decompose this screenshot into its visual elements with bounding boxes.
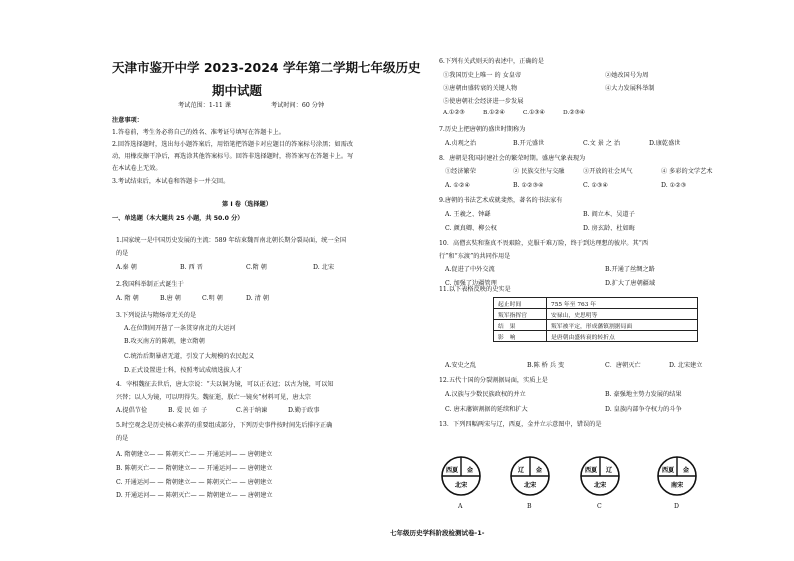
q6-statement-3: ③唐朝由盛转衰的关键人物 (443, 85, 518, 92)
q6-statement-1: ①我国历史上唯一 的 女皇帝 (443, 72, 522, 79)
question-1-stem: 1.国家统一是中国历史发展的主流：589 年结束魏晋南北朝长期分裂局面，统一全国 (116, 237, 347, 244)
table-key: 叛军指挥官 (494, 309, 547, 320)
note-line: 2.回答选择题时，选出每小题答案后，用铅笔把答题卡对应题目的答案标号涂黑；如需改 (112, 141, 354, 148)
table-value: 755 年至 763 年 (547, 298, 698, 309)
q3-option-d: D.正式设置进士科，按照考试成绩选拔人才 (124, 367, 243, 374)
question-11-stem: 11.以下表格反映的史实是 (439, 286, 511, 293)
question-12-stem: 12.五代十国的分裂割据局面，实质上是 (439, 377, 548, 384)
region-label: 金 (535, 467, 543, 474)
q3-option-c: C.统治后期暴虐无道，引发了大规模的农民起义 (124, 353, 255, 360)
q12-option-d: D. 皇族内部争夺权力的斗争 (605, 406, 682, 413)
table-key: 结 果 (494, 320, 547, 331)
question-13-stem: 13．下列四幅两宋与辽，西夏，金并立示意图中，错误的是 (439, 421, 602, 428)
exam-scope: 考试范围：1-11 课 (178, 102, 231, 109)
q13-label-c: C (597, 503, 602, 510)
q3-option-a: A.在位期间开凿了一条贯穿南北的大运河 (124, 325, 236, 332)
q4-option-c: C.善于纳谏 (236, 407, 268, 414)
q7-option-b: B.开元盛世 (513, 140, 545, 147)
q2-option-c: C.明 朝 (202, 295, 223, 302)
q8-option-a: A. ①②④ (445, 182, 471, 189)
q8-option-b: B. ①②③④ (513, 182, 544, 189)
q2-option-a: A. 隋 朝 (116, 295, 139, 302)
question-2-stem: 2.我国科举制正式诞生于 (116, 281, 184, 288)
q8-option-c: C. ①③④ (583, 182, 609, 189)
question-6-stem: 6.下列有关武则天的表述中，正确的是 (439, 58, 544, 65)
question-4-stem: 4．宰相魏征去世后，唐太宗说：“夫以铜为镜，可以正衣冠；以古为镜，可以知 (116, 381, 334, 388)
question-7-stem: 7.历史上把唐朝的盛世时期称为 (439, 126, 526, 133)
question-1-stem: 的是 (116, 250, 129, 257)
q13-label-a: A (458, 503, 463, 510)
question-4-stem: 兴替；以人为镜，可以明得失。魏征逝，朕亡一镜矣”材料可见，唐太宗 (116, 394, 311, 401)
q10-option-d: D.扩大了唐朝疆域 (605, 280, 656, 287)
question-5-stem: 的是 (116, 435, 129, 442)
q4-option-b: B. 爱 民 如 子 (168, 407, 208, 414)
q8-option-d: D. ①②③ (661, 182, 687, 189)
q8-statement-2: ② 民族交往与交融 (513, 168, 565, 175)
q9-option-c: C. 颜真卿、柳公权 (445, 225, 497, 232)
q6-statement-5: ⑤使唐朝社会经济进一步发展 (443, 98, 524, 105)
q13-diagram-c (579, 455, 621, 501)
q2-option-d: D. 清 朝 (246, 295, 270, 302)
q12-option-b: B. 豪强地主势力发展的结果 (605, 391, 682, 398)
section-heading: 一、单选题（本大题共 25 小题，共 50.0 分） (112, 215, 244, 222)
q1-option-c: C.隋 朝 (246, 264, 267, 271)
q9-option-d: D. 房玄龄、杜如晦 (583, 225, 635, 232)
q6-option-b: B.①②④ (483, 110, 505, 116)
q1-option-d: D. 北宋 (313, 264, 335, 271)
note-line: 3.考试结束后，本试卷和答题卡一并交回。 (112, 178, 230, 185)
q6-option-d: D.②③④ (563, 110, 585, 116)
part-title: 第 I 卷（选择题） (222, 201, 272, 208)
q6-option-a: A.①②③ (443, 110, 465, 116)
table-row (494, 298, 698, 309)
question-10-stem: 10．高僧玄奘和鉴真不畏艰险，克服千难万险，终于到达理想的彼岸。其“西 (439, 240, 649, 247)
exam-time: 考试时间：60 分钟 (271, 102, 325, 109)
q6-statement-4: ④大力发展科举制 (605, 85, 655, 92)
table-row (494, 320, 698, 331)
exam-title-line2: 期中试题 (212, 83, 263, 98)
q7-option-c: C.文 景 之 治 (583, 140, 621, 147)
q7-option-a: A.贞观之治 (445, 140, 477, 147)
q12-option-a: A.汉族与少数民族政权的并立 (445, 391, 526, 398)
q4-option-a: A.提倡节俭 (116, 407, 148, 414)
q2-option-b: B.唐 朝 (160, 295, 181, 302)
region-label: 北宋 (454, 482, 468, 489)
q10-option-b: B.开通了丝绸之路 (605, 266, 655, 273)
q13-diagram-b (509, 455, 551, 501)
question-5-stem: 5.时空观念是历史核心素养的重要组成部分，下列历史事件按时间先后排序正确 (116, 422, 333, 429)
q5-option-b: B. 陈朝灭亡— — 隋朝建立— — 开通运河— — 唐朝建立 (116, 465, 273, 472)
region-label: 西夏 (584, 467, 598, 474)
q5-option-c: C. 开通运河— — 隋朝建立— — 陈朝灭亡— — 唐朝建立 (116, 479, 273, 486)
region-label: 西夏 (661, 467, 675, 474)
region-label: 辽 (605, 467, 613, 474)
q4-option-d: D.勤于政事 (288, 407, 320, 414)
note-line: 1.答卷前，考生务必将自己的姓名、准考证号填写在答题卡上。 (112, 129, 285, 136)
question-10-stem: 行”和“东渡”的共同作用是 (439, 253, 511, 260)
q11-option-b: B.陈 桥 兵 变 (527, 362, 565, 369)
table-row (494, 309, 698, 320)
page-footer: 七年级历史学科阶段检测试卷-1- (390, 529, 485, 537)
table-value: 安禄山，史思明等 (547, 309, 698, 320)
q9-option-b: B. 阎立本、吴道子 (583, 211, 635, 218)
q13-diagram-a (440, 455, 482, 501)
question-8-stem: 8．唐朝是我国封建社会的繁荣时期。盛唐气象表现为 (439, 155, 586, 162)
region-label: 西夏 (445, 467, 459, 474)
exam-title-line1: 天津市鉴开中学 2023-2024 学年第二学期七年级历史 (112, 60, 421, 75)
note-line: 在本试卷上无效。 (112, 165, 162, 172)
q1-option-b: B. 西 晋 (180, 264, 203, 271)
table-value: 是唐朝由盛转衰的转折点 (547, 331, 698, 342)
q9-option-a: A. 王羲之、钟繇 (445, 211, 491, 218)
q11-table (493, 297, 698, 342)
note-line: 动，用橡皮擦干净后，再选涂其他答案标号。回答非选择题时，将答案写在答题卡上。写 (112, 153, 354, 160)
table-row (494, 331, 698, 342)
q7-option-d: D.康乾盛世 (649, 140, 681, 147)
region-label: 辽 (517, 467, 525, 474)
q11-option-c: C．唐朝灭亡 (605, 362, 641, 369)
question-9-stem: 9.唐朝的书法艺术成就斐然，著名的书法家有 (439, 197, 563, 204)
notes-heading: 注意事项： (112, 117, 143, 124)
table-value: 叛军被平定，形成藩镇割据局面 (547, 320, 698, 331)
region-label: 北宋 (523, 482, 537, 489)
q13-label-b: B (527, 503, 532, 510)
q11-option-a: A.安史之乱 (445, 362, 477, 369)
q6-statement-2: ②她改国号为周 (605, 72, 649, 79)
q10-option-a: A.促进了中外交流 (445, 266, 495, 273)
q8-statement-4: ④ 多彩的文学艺术 (661, 168, 713, 175)
q13-diagram-d (656, 455, 698, 501)
q12-option-c: C. 唐末藩镇割据的延续和扩大 (445, 406, 528, 413)
table-key: 影 响 (494, 331, 547, 342)
question-3-stem: 3.下列说法与隋炀帝无关的是 (116, 312, 197, 319)
region-label: 金 (466, 467, 474, 474)
region-label: 南宋 (670, 482, 684, 489)
region-label: 北宋 (593, 482, 607, 489)
q5-option-a: A. 隋朝建立— — 陈朝灭亡— — 开通运河— — 唐朝建立 (116, 451, 273, 458)
q13-label-d: D (674, 503, 679, 510)
q10-option-c: C. 加强了边疆管理 (445, 280, 497, 287)
q6-option-c: C.①③④ (523, 110, 545, 116)
table-key: 起止时间 (494, 298, 547, 309)
q3-option-b: B.攻灭南方的陈朝，建立隋朝 (124, 338, 205, 345)
q8-statement-1: ①经济繁荣 (445, 168, 476, 175)
region-label: 金 (682, 467, 690, 474)
q8-statement-3: ③开放的社会风气 (583, 168, 633, 175)
q5-option-d: D. 开通运河— — 陈朝灭亡— — 隋朝建立— — 唐朝建立 (116, 492, 273, 499)
q11-option-d: D. 北宋建立 (669, 362, 703, 369)
q1-option-a: A.秦 朝 (116, 264, 137, 271)
